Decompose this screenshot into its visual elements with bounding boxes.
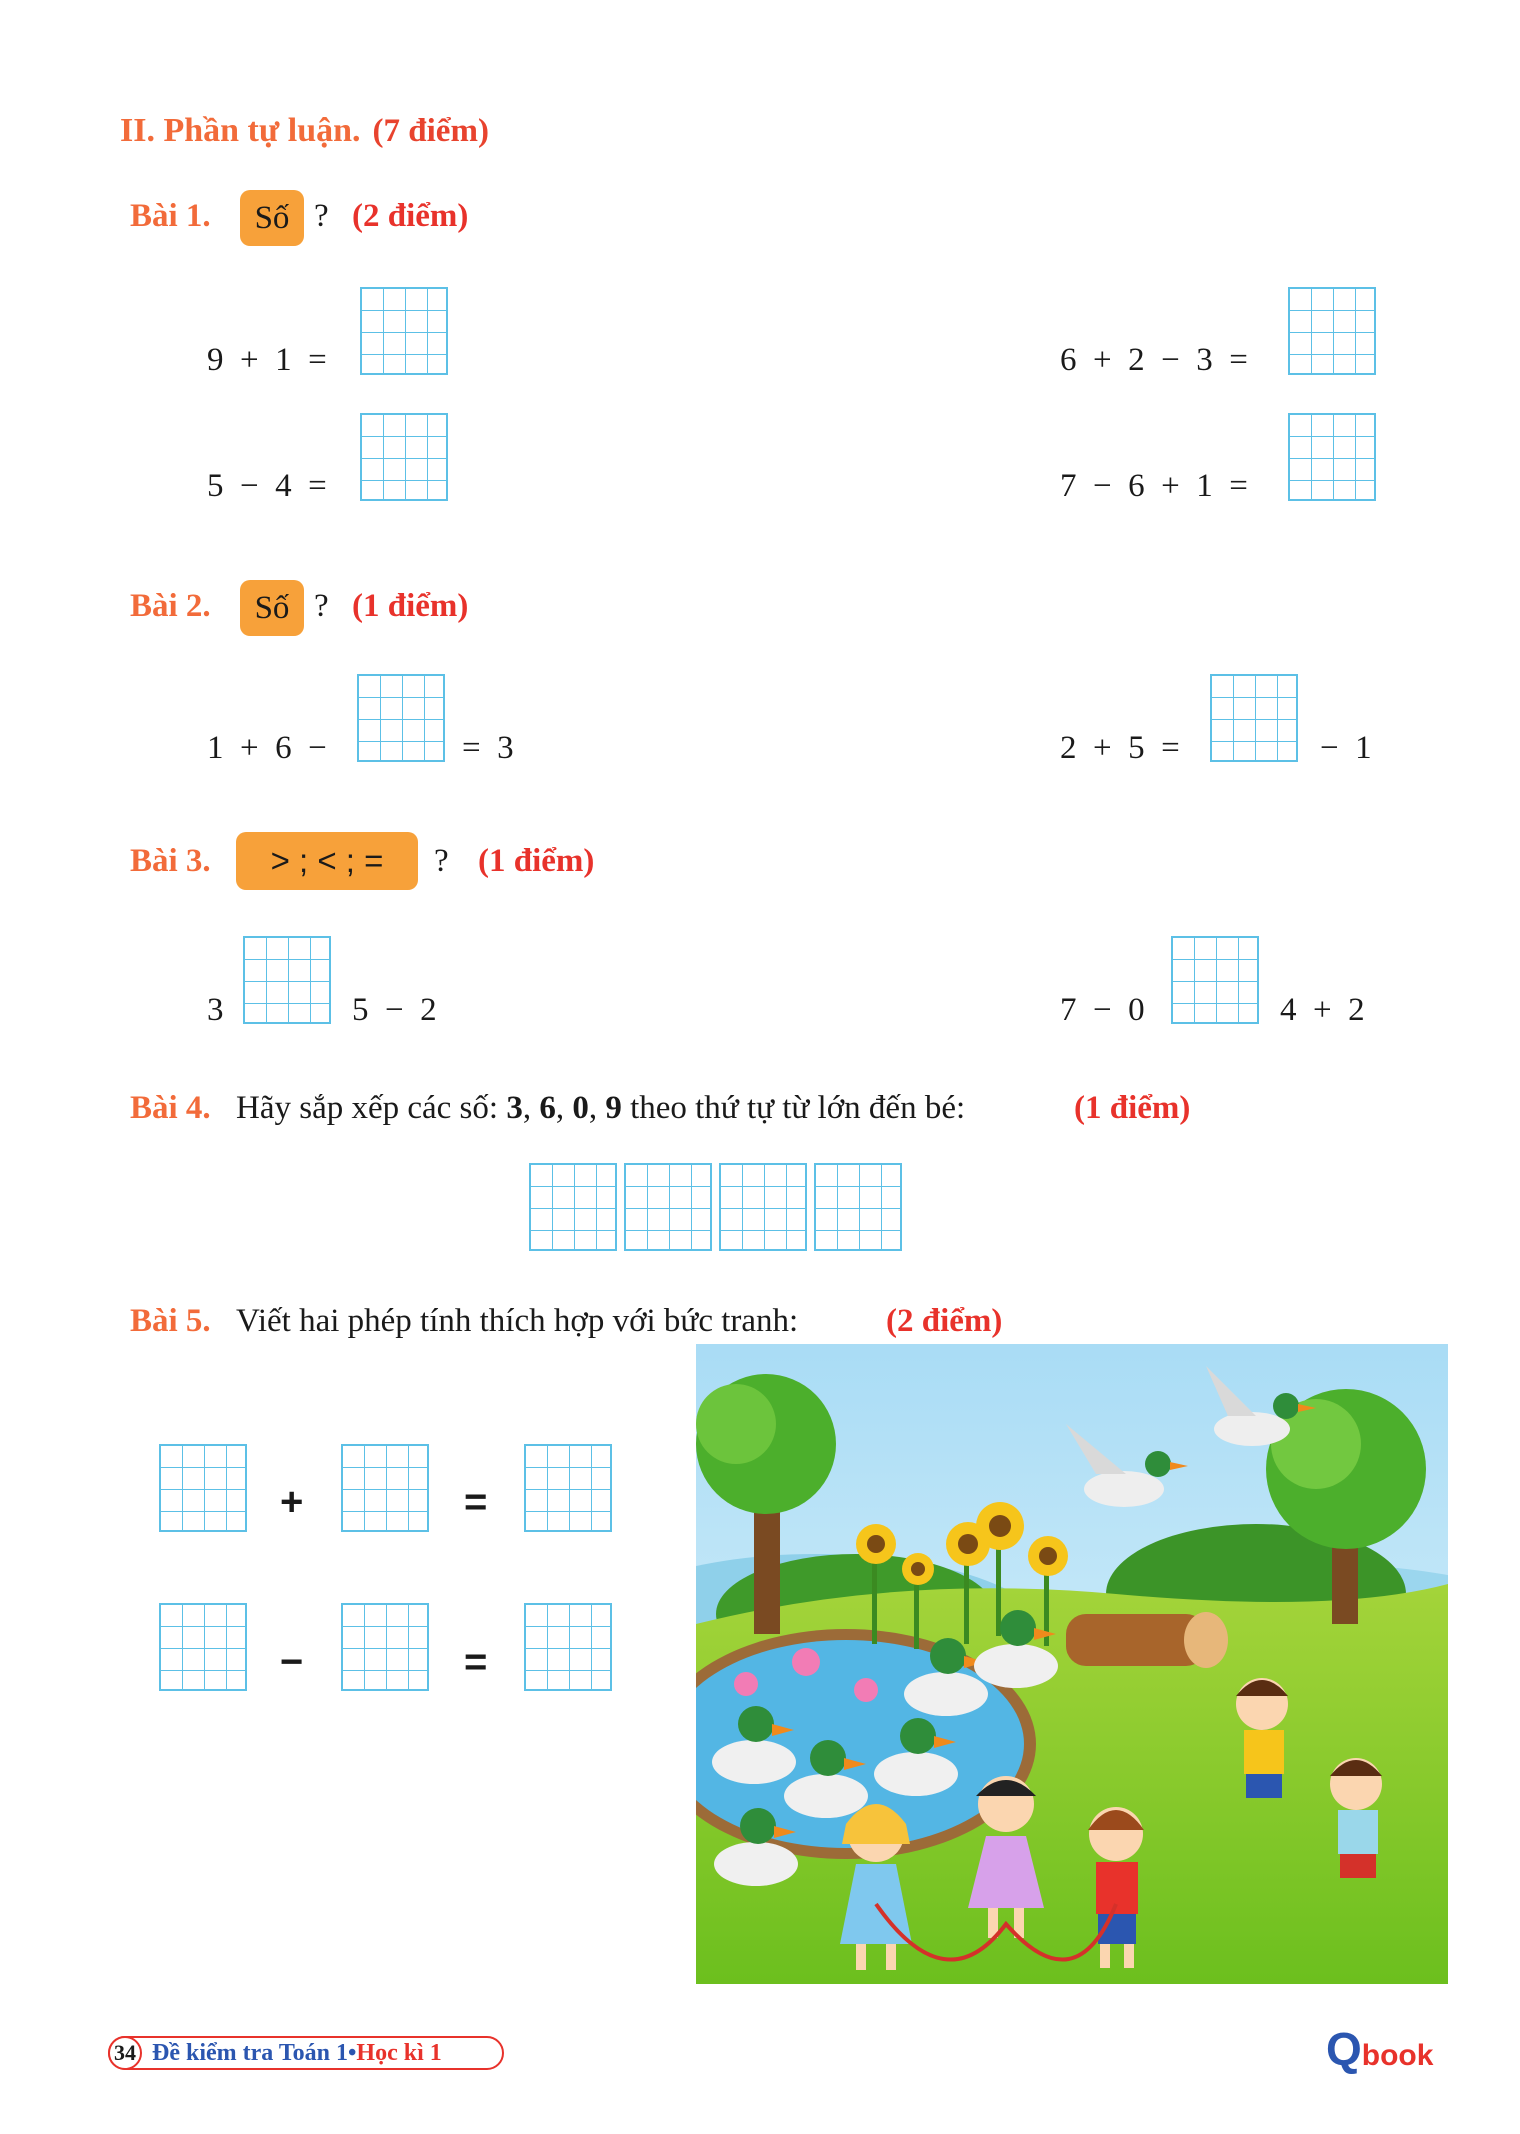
answer-box[interactable] xyxy=(524,1444,612,1532)
bai2-label: Bài 2. xyxy=(130,588,211,624)
bai2-question-mark: ? xyxy=(314,588,329,624)
bai2-expr-2-end: − 1 xyxy=(1320,730,1372,766)
answer-box[interactable] xyxy=(360,413,448,501)
answer-box[interactable] xyxy=(341,1444,429,1532)
park-illustration xyxy=(696,1344,1448,1984)
page-number: 34 xyxy=(108,2036,142,2070)
bai2-expr-2: 2 + 5 = xyxy=(1060,730,1180,766)
bai2-badge: Số xyxy=(240,580,304,636)
equals-sign: = xyxy=(464,1640,488,1684)
equals-sign: = xyxy=(464,1480,488,1524)
answer-box[interactable] xyxy=(159,1444,247,1532)
bai1-question-mark: ? xyxy=(314,198,329,234)
bai2-expr-1-end: = 3 xyxy=(462,730,514,766)
answer-box[interactable] xyxy=(243,936,331,1024)
bai1-points: (2 điểm) xyxy=(352,198,469,234)
bai3-expr-1-end: 5 − 2 xyxy=(352,992,437,1028)
footer-title: Đề kiểm tra Toán 1 xyxy=(152,2039,349,2066)
bai3-question-mark: ? xyxy=(434,843,449,879)
answer-box[interactable] xyxy=(624,1163,712,1251)
bai5-points: (2 điểm) xyxy=(886,1303,1003,1339)
answer-box[interactable] xyxy=(719,1163,807,1251)
section-title: II. Phần tự luận. (7 điểm) xyxy=(120,112,489,149)
answer-box[interactable] xyxy=(159,1603,247,1691)
answer-box[interactable] xyxy=(1171,936,1259,1024)
footer-banner xyxy=(108,2036,504,2070)
answer-box[interactable] xyxy=(1288,413,1376,501)
bai2-points: (1 điểm) xyxy=(352,588,469,624)
answer-box[interactable] xyxy=(524,1603,612,1691)
answer-box[interactable] xyxy=(814,1163,902,1251)
answer-box[interactable] xyxy=(1288,287,1376,375)
bai5-label: Bài 5. xyxy=(130,1303,211,1339)
bai1-expr-4: 7 − 6 + 1 = xyxy=(1060,468,1248,504)
bai5-instruction: Viết hai phép tính thích hợp với bức tranh: xyxy=(236,1303,799,1339)
bai4-instruction: Hãy sắp xếp các số: 3, 6, 0, 9 theo thứ tự từ lớn đến bé: xyxy=(236,1090,966,1126)
bai4-points: (1 điểm) xyxy=(1074,1090,1191,1126)
bai2-expr-1: 1 + 6 − xyxy=(207,730,327,766)
bai1-expr-1: 9 + 1 = xyxy=(207,342,327,378)
bai1-label: Bài 1. xyxy=(130,198,211,234)
plus-sign: + xyxy=(280,1480,304,1524)
bai1-expr-2: 6 + 2 − 3 = xyxy=(1060,342,1248,378)
bai1-expr-3: 5 − 4 = xyxy=(207,468,327,504)
answer-box[interactable] xyxy=(360,287,448,375)
answer-box[interactable] xyxy=(341,1603,429,1691)
bai4-label: Bài 4. xyxy=(130,1090,211,1126)
answer-box[interactable] xyxy=(1210,674,1298,762)
answer-box[interactable] xyxy=(529,1163,617,1251)
bai3-points: (1 điểm) xyxy=(478,843,595,879)
bai3-expr-2-end: 4 + 2 xyxy=(1280,992,1365,1028)
minus-sign: − xyxy=(280,1640,304,1684)
footer-separator: • xyxy=(348,2039,357,2066)
answer-box[interactable] xyxy=(357,674,445,762)
qbook-logo: Qbook xyxy=(1326,2023,1434,2075)
bai3-badge: > ; < ; = xyxy=(236,832,418,890)
bai3-expr-2: 7 − 0 xyxy=(1060,992,1145,1028)
bai3-label: Bài 3. xyxy=(130,843,211,879)
bai3-expr-1: 3 xyxy=(207,992,224,1028)
bai1-badge: Số xyxy=(240,190,304,246)
footer-term: Học kì 1 xyxy=(356,2039,442,2066)
